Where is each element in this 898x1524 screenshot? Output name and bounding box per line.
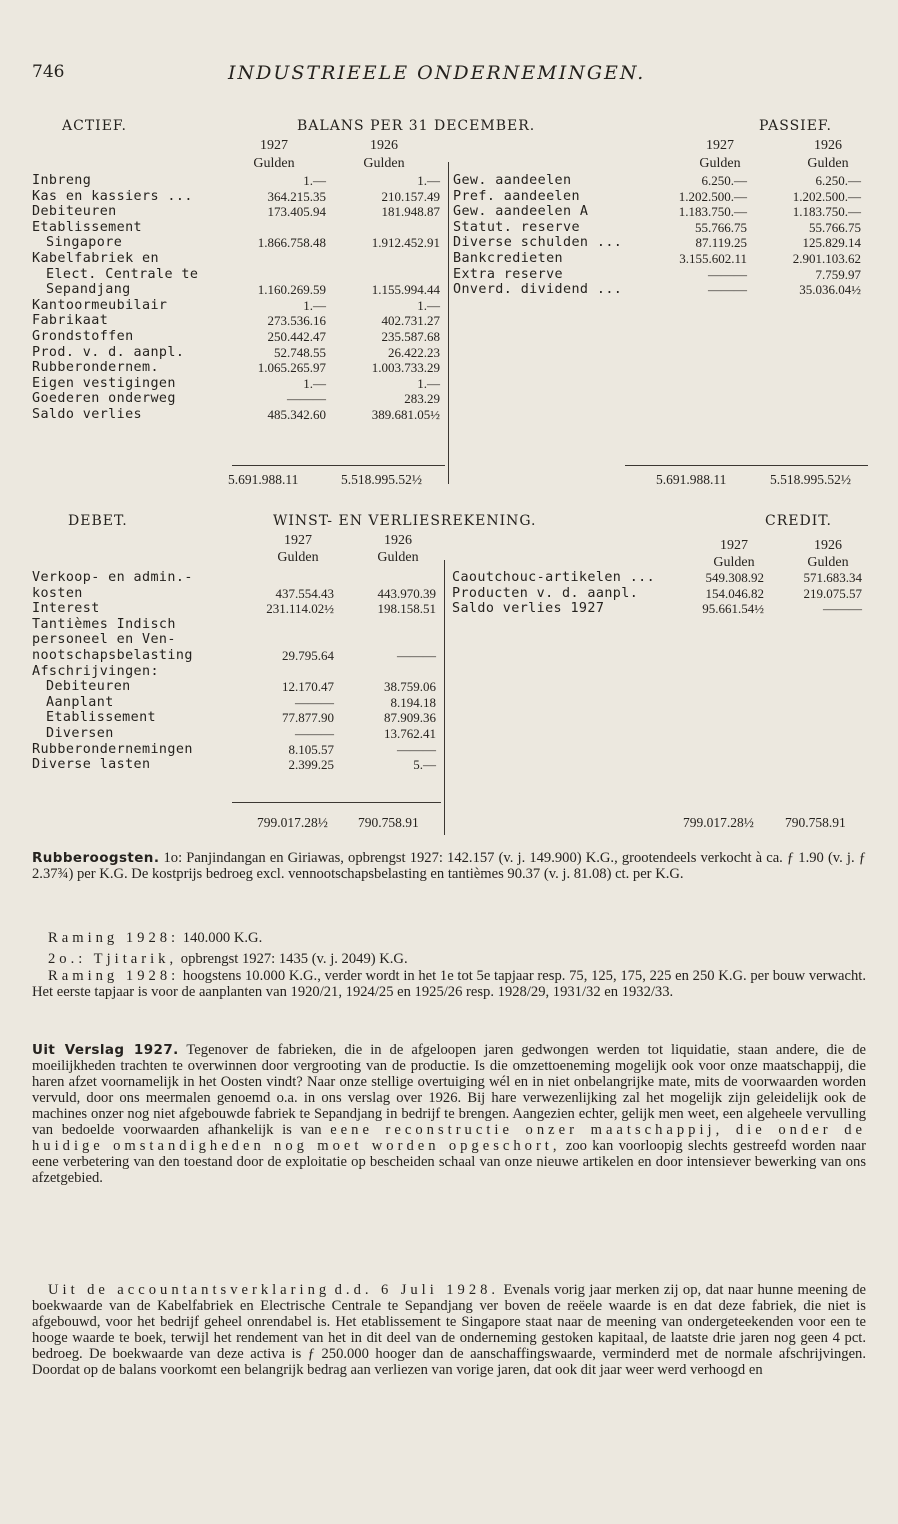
passief-row — [453, 251, 867, 267]
actief-row — [32, 376, 446, 392]
debet-row-value-1927 — [242, 632, 340, 648]
rubber-2-text: opbrengst 1927: 1435 (v. j. 2049) K.G. — [180, 951, 408, 967]
debet-row — [32, 570, 442, 586]
debet-row-label: Rubberondernemingen — [32, 741, 193, 757]
debet-row-value-1927: 437.554.43 — [275, 585, 334, 601]
verslag-text-b: eene reconstructie onzer maatschappij, die onder de huidige omstandigheden nog moet worden opgeschort, — [32, 1122, 866, 1154]
passief-total-1927: 5.691.988.11 — [656, 472, 727, 487]
actief-row-label: Elect. Centrale te — [46, 266, 199, 282]
passief-row-value-1926: 7.759.97 — [815, 266, 861, 282]
debet-row-value-1926: 5.— — [413, 757, 436, 773]
credit-row-label: Producten v. d. aanpl. — [452, 585, 639, 601]
debet-row-value-1927: 12.170.47 — [282, 679, 334, 695]
actief-row-value-1927: 1.065.265.97 — [257, 360, 326, 376]
actief-row-label: Saldo verlies — [32, 406, 143, 422]
raming-2-value: hoogstens 10.000 K.G., verder wordt in het 1e tot 5e tapjaar resp. 75, 125, 175, 225 en 250 K.G. per bouw verwacht. Het eerste tapjaar is voor de aanplanten van 1920/21, 1924/25 en 1925/26 resp. 1928/29, 1931/32 en 1932/33. — [32, 968, 866, 1000]
accountant-text: Evenals vorig jaar merken zij op, dat naar hunne meening de boekwaarde van de Kabelfabriek en Electrische Centrale te Sepandjang ver boven de reëele waarde is en dat deze fabriek, die niet is afgebouwd, voor het bedrijf geheel onrendabel is. Het etablissement te Singapore staat naar de meening van ondergeteekenden voor een te hooge waarde te boek, terwijl het rendement van het in dit deel van de onderneming gestoken kapitaal, de laatste drie jaren nog geen 4 pct. bedroeg. De boekwaarde van deze activa is ƒ 250.000 hooger dan de aanschaffingswaarde, verminderd met de normale afschrijvingen. Doordat op de balans voorkomt een belangrijk bedrag aan verliezen van vorige jaren, dat ook dit jaar weer werd verhoogd en — [32, 1282, 867, 1378]
actief-row-value-1927: 173.405.94 — [267, 204, 326, 220]
passief-row-value-1927: 3.155.602.11 — [679, 250, 747, 266]
actief-row-label: Fabrikaat — [32, 313, 109, 329]
debet-table — [32, 570, 442, 773]
passief-unit-1927: Gulden — [699, 156, 741, 171]
verslag-text-a: Tegenover de fabrieken, die in de afgeloopen jaren gedwongen werden tot liquidatie, staan andere, die de moeilijkheden trachten te overwinnen door vergrooting van de productie. Is die omzettoeneming mogelijk ook voor onze maatschappij, die haren afzet voornamelijk in het Oosten vindt? Naar onze stellige overtuiging wél en in niet onbelangrijke mate, mits de voorwaarden worden vervuld, door ons meermalen genoemd o.a. in ons verslag over 1926. Bij hare verwezenlijking zal het mogelijk zijn geleidelijk ook de machines onzer nog niet afgebouwde fabriek te Sepandjang in bedrijf te brengen. Aangezien echter, gelijk men weet, een algeheele vervulling van bedoelde voorwaarden afhankelijk is van — [32, 1042, 867, 1138]
passief-row-value-1927: 1.202.500.— — [678, 188, 747, 204]
actief-total-rule — [232, 465, 445, 466]
debet-year-1926: 1926 — [384, 533, 412, 548]
actief-row-label: Debiteuren — [32, 204, 117, 220]
raming-1-value: 140.000 K.G. — [182, 930, 263, 946]
actief-row-value-1926 — [332, 267, 446, 283]
passief-row — [453, 267, 867, 283]
actief-row-value-1927: 1.160.269.59 — [257, 282, 326, 298]
passief-row — [453, 173, 867, 189]
debet-row-label: personeel en Ven- — [32, 632, 176, 648]
actief-row-value-1926: 181.948.87 — [381, 204, 440, 220]
actief-row — [32, 298, 446, 314]
debet-row-value-1926: 87.909.36 — [384, 710, 436, 726]
raming-1-label: Raming 1928: — [48, 930, 180, 946]
debet-row-label: Etablissement — [46, 710, 157, 726]
passief-row-value-1927: ——— — [708, 282, 747, 298]
actief-row-label: Goederen onderweg — [32, 391, 176, 407]
debet-row — [32, 664, 442, 680]
debet-row — [32, 726, 442, 742]
actief-row — [32, 391, 446, 407]
passief-row-label: Onverd. dividend ... — [453, 282, 623, 298]
passief-row — [453, 235, 867, 251]
debet-row-value-1926 — [340, 570, 442, 586]
debet-row-value-1926: ——— — [397, 647, 436, 663]
debet-row-value-1926 — [340, 664, 442, 680]
debet-row-value-1927: 29.795.64 — [282, 647, 334, 663]
credit-year-1926: 1926 — [814, 538, 842, 553]
actief-row-label: Prod. v. d. aanpl. — [32, 344, 185, 360]
actief-row-value-1927: 364.215.35 — [267, 188, 326, 204]
credit-unit-1926: Gulden — [807, 555, 849, 570]
actief-row-value-1927: 485.342.60 — [267, 406, 326, 422]
debet-row-value-1926: 8.194.18 — [390, 694, 436, 710]
passief-total-rule — [625, 465, 868, 466]
passief-row — [453, 282, 867, 298]
debet-row — [32, 648, 442, 664]
debet-row — [32, 757, 442, 773]
passief-year-1926: 1926 — [814, 138, 842, 153]
debet-unit-1926: Gulden — [377, 550, 419, 565]
pl-heading: WINST- EN VERLIESREKENING. — [273, 513, 537, 529]
debet-total-1926: 790.758.91 — [358, 815, 419, 830]
debet-unit-1927: Gulden — [277, 550, 319, 565]
debet-row-label: Debiteuren — [46, 679, 131, 695]
actief-row — [32, 235, 446, 251]
actief-row-value-1927 — [228, 267, 332, 283]
actief-row-value-1926: 26.422.23 — [388, 344, 440, 360]
actief-row-value-1926: 1.155.994.44 — [371, 282, 440, 298]
verslag-paragraph — [32, 1042, 866, 1186]
debet-row-label: Tantièmes Indisch — [32, 616, 176, 632]
raming-2 — [32, 968, 866, 1000]
passief-row-value-1927: 6.250.— — [701, 173, 747, 188]
actief-row-value-1927: 1.— — [303, 297, 326, 313]
passief-row-value-1926: 2.901.103.62 — [792, 250, 861, 266]
passief-row-value-1926: 1.202.500.— — [792, 188, 861, 204]
actief-row-value-1926 — [332, 251, 446, 267]
actief-row-value-1926: 1.003.733.29 — [371, 360, 440, 376]
page-number: 746 — [32, 62, 65, 82]
debet-heading: DEBET. — [68, 513, 128, 529]
actief-year-1927: 1927 — [260, 138, 288, 153]
passief-row-value-1927: 1.183.750.— — [678, 204, 747, 220]
debet-total-1927: 799.017.28½ — [257, 815, 328, 830]
credit-unit-1927: Gulden — [713, 555, 755, 570]
passief-year-1927: 1927 — [706, 138, 734, 153]
actief-row — [32, 360, 446, 376]
passief-row-value-1926: 55.766.75 — [809, 219, 861, 235]
actief-row-label: Sepandjang — [46, 282, 131, 298]
actief-row-value-1927: 52.748.55 — [274, 344, 326, 360]
verslag-text-c: zoo kan voorloopig slechts gestreefd worden naar eene verbetering van den toestand door de exploitatie op bescheiden schaal van onze nieuwe artikelen en door intensiever bewerking van ons afzetgebied. — [32, 1138, 866, 1186]
debet-row-value-1927: ——— — [295, 694, 334, 710]
passief-row-label: Extra reserve — [453, 266, 564, 282]
running-header: INDUSTRIEELE ONDERNEMINGEN. — [228, 62, 646, 84]
debet-row — [32, 617, 442, 633]
actief-row-value-1927: 250.442.47 — [267, 328, 326, 344]
credit-row-label: Saldo verlies 1927 — [452, 601, 605, 617]
passief-total-1926: 5.518.995.52½ — [770, 472, 851, 487]
actief-row — [32, 407, 446, 423]
actief-row-value-1927: ——— — [287, 391, 326, 407]
balance-divider — [448, 162, 449, 484]
actief-row — [32, 189, 446, 205]
debet-row-value-1927 — [242, 664, 340, 680]
actief-row-label: Inbreng — [32, 173, 92, 188]
debet-row-label: kosten — [32, 585, 83, 601]
actief-row-value-1927: 1.866.758.48 — [257, 235, 326, 251]
actief-row-value-1926 — [332, 220, 446, 236]
actief-row-value-1926: 389.681.05½ — [371, 406, 440, 422]
debet-row-label: Afschrijvingen: — [32, 663, 159, 679]
debet-row-value-1926: 198.158.51 — [377, 601, 436, 617]
passief-row-value-1926: 35.036.04½ — [799, 282, 861, 298]
credit-row-label: Caoutchouc-artikelen ... — [452, 570, 656, 585]
credit-heading: CREDIT. — [765, 513, 832, 529]
debet-row-label: Diversen — [46, 725, 114, 741]
passief-row-value-1926: 1.183.750.— — [792, 204, 861, 220]
credit-row-value-1926: ——— — [823, 601, 862, 617]
credit-row-value-1926: 219.075.57 — [803, 585, 862, 601]
passief-row — [453, 204, 867, 220]
actief-row-value-1926: 283.29 — [404, 391, 440, 407]
rubber-2-label: 2o.: Tjitarik, — [48, 951, 178, 967]
credit-row-value-1927: 95.661.54½ — [702, 601, 764, 617]
actief-row-value-1926: 1.— — [417, 375, 440, 391]
passief-row — [453, 189, 867, 205]
debet-row — [32, 632, 442, 648]
actief-row — [32, 282, 446, 298]
actief-row — [32, 345, 446, 361]
passief-row-label: Gew. aandeelen — [453, 173, 572, 188]
actief-row — [32, 329, 446, 345]
debet-row — [32, 679, 442, 695]
debet-row-value-1926: 38.759.06 — [384, 679, 436, 695]
actief-row-label: Etablissement — [32, 219, 143, 235]
actief-row-label: Grondstoffen — [32, 328, 134, 344]
pl-divider — [444, 560, 445, 835]
balance-heading: BALANS PER 31 DECEMBER. — [297, 118, 536, 134]
passief-row-label: Pref. aandeelen — [453, 188, 580, 204]
debet-row-label: nootschapsbelasting — [32, 647, 193, 663]
passief-row-label: Bankcredieten — [453, 250, 564, 266]
passief-row-value-1926: 6.250.— — [815, 173, 861, 188]
debet-row-value-1926: ——— — [397, 741, 436, 757]
raming-1 — [32, 930, 866, 946]
debet-row — [32, 710, 442, 726]
debet-total-rule — [232, 802, 441, 803]
actief-row-value-1926: 1.— — [417, 173, 440, 188]
debet-row-value-1927: 231.114.02½ — [266, 601, 334, 617]
debet-year-1927: 1927 — [284, 533, 312, 548]
debet-row-value-1926: 443.970.39 — [377, 585, 436, 601]
actief-row-value-1927: 1.— — [303, 375, 326, 391]
passief-row-value-1927: 55.766.75 — [695, 219, 747, 235]
rubber-paragraph-2 — [32, 951, 866, 967]
passief-row-value-1927: 87.119.25 — [695, 235, 747, 251]
accountant-label: Uit de accountantsverklaring — [48, 1282, 331, 1298]
debet-row-value-1927: 77.877.90 — [282, 710, 334, 726]
actief-row-label: Eigen vestigingen — [32, 375, 176, 391]
debet-row-value-1926: 13.762.41 — [384, 725, 436, 741]
actief-heading: ACTIEF. — [62, 118, 127, 134]
actief-row — [32, 173, 446, 189]
debet-row — [32, 586, 442, 602]
actief-total-1927: 5.691.988.11 — [228, 472, 299, 487]
rubber-text-1: 1o: Panjindangan en Giriawas, opbrengst 1927: 142.157 (v. j. 149.900) K.G., grootendeels verkocht à ca. ƒ 1.90 (v. j. ƒ 2.37¾) per K.G. De kostprijs bedroeg excl. vennootschapsbelasting en tantièmes 90.37 (v. j. 81.08) ct. per K.G. — [32, 850, 866, 882]
debet-row-value-1926 — [340, 617, 442, 633]
debet-row-value-1927 — [242, 570, 340, 586]
debet-row-label: Diverse lasten — [32, 757, 151, 773]
actief-row-label: Singapore — [46, 235, 123, 251]
actief-row — [32, 313, 446, 329]
debet-row-label: Interest — [32, 601, 100, 617]
rubber-paragraph-1 — [32, 850, 866, 882]
accountant-date: d.d. 6 Juli 1928. — [334, 1282, 500, 1298]
passief-row-value-1926: 125.829.14 — [802, 235, 861, 251]
actief-row-value-1927 — [228, 251, 332, 267]
passief-unit-1926: Gulden — [807, 156, 849, 171]
credit-total-1927: 799.017.28½ — [683, 815, 754, 830]
passief-row-value-1927: ——— — [708, 266, 747, 282]
actief-row-value-1927: 273.536.16 — [267, 313, 326, 329]
credit-row-value-1927: 549.308.92 — [705, 570, 764, 585]
actief-unit-1926: Gulden — [363, 156, 405, 171]
actief-row-value-1926: 402.731.27 — [381, 313, 440, 329]
actief-year-1926: 1926 — [370, 138, 398, 153]
credit-row-value-1927: 154.046.82 — [705, 585, 764, 601]
actief-row-value-1926: 210.157.49 — [381, 188, 440, 204]
actief-row-value-1927 — [228, 220, 332, 236]
actief-unit-1927: Gulden — [253, 156, 295, 171]
debet-row — [32, 601, 442, 617]
passief-row — [453, 220, 867, 236]
actief-row — [32, 267, 446, 283]
credit-table — [452, 570, 868, 617]
debet-row-value-1926 — [340, 632, 442, 648]
debet-row-value-1927: 2.399.25 — [288, 757, 334, 773]
passief-row-label: Gew. aandeelen A — [453, 204, 589, 220]
debet-row-label: Verkoop- en admin.- — [32, 570, 193, 585]
debet-row-value-1927: 8.105.57 — [288, 741, 334, 757]
actief-row-label: Kas en kassiers ... — [32, 188, 193, 204]
credit-year-1927: 1927 — [720, 538, 748, 553]
actief-row-value-1926: 1.912.452.91 — [371, 235, 440, 251]
passief-row-label: Diverse schulden ... — [453, 235, 623, 251]
actief-row-label: Rubberondernem. — [32, 360, 159, 376]
actief-row — [32, 220, 446, 236]
actief-total-1926: 5.518.995.52½ — [341, 472, 422, 487]
passief-row-label: Statut. reserve — [453, 219, 580, 235]
credit-total-1926: 790.758.91 — [785, 815, 846, 830]
debet-row-value-1927: ——— — [295, 725, 334, 741]
rubber-lead: Rubberoogsten. — [32, 850, 160, 866]
actief-row-value-1927: 1.— — [303, 173, 326, 188]
verslag-lead: Uit Verslag 1927. — [32, 1042, 179, 1058]
accountant-paragraph — [32, 1282, 866, 1378]
passief-heading: PASSIEF. — [759, 118, 832, 134]
actief-table — [32, 173, 446, 423]
debet-row-value-1927 — [242, 617, 340, 633]
actief-row — [32, 204, 446, 220]
actief-row-label: Kabelfabriek en — [32, 250, 159, 266]
actief-row — [32, 251, 446, 267]
debet-row — [32, 742, 442, 758]
credit-row — [452, 586, 868, 602]
actief-row-label: Kantoormeubilair — [32, 297, 168, 313]
credit-row-value-1926: 571.683.34 — [803, 570, 862, 585]
actief-row-value-1926: 1.— — [417, 297, 440, 313]
credit-row — [452, 570, 868, 586]
credit-row — [452, 601, 868, 617]
debet-row-label: Aanplant — [46, 694, 114, 710]
debet-row — [32, 695, 442, 711]
actief-row-value-1926: 235.587.68 — [381, 328, 440, 344]
passief-table — [453, 173, 867, 298]
raming-2-label: Raming 1928: — [48, 968, 180, 984]
